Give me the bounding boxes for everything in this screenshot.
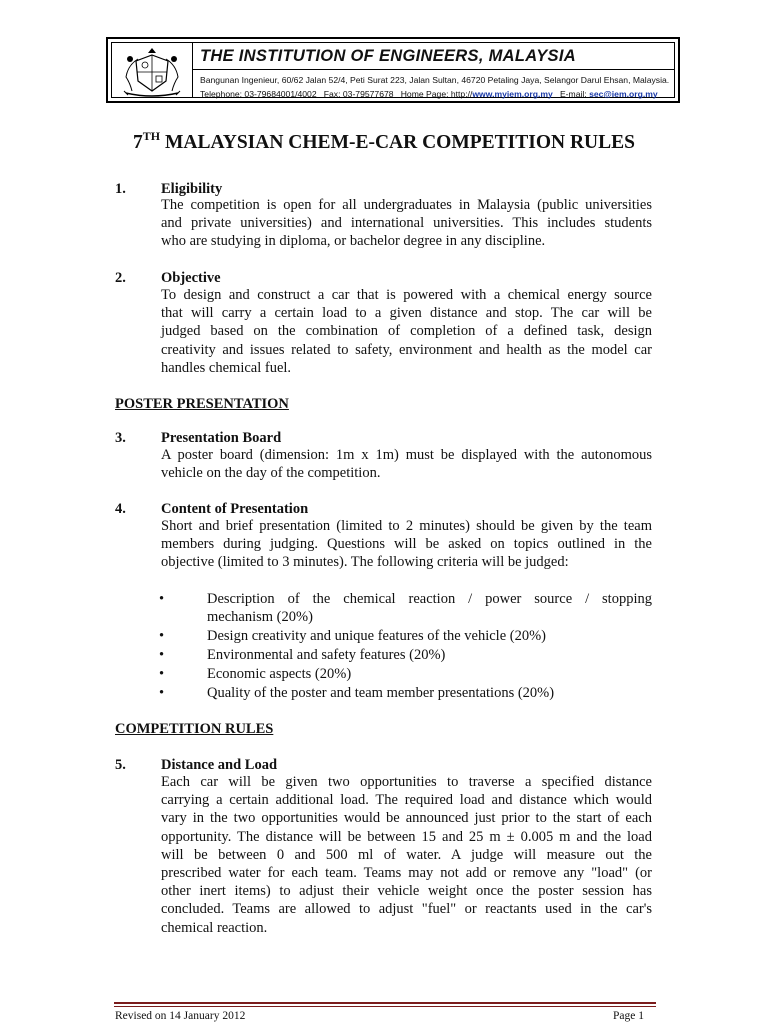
- text-line: who are studying in diploma, or bachelor degree in any discipline.: [161, 233, 546, 250]
- text-line: other inert items) to adjust their vehicle weight once the poster session has: [161, 883, 652, 900]
- text-line: Each car will be given two opportunities to traverse a specified distance: [161, 774, 652, 790]
- page-number: Page 1: [613, 1010, 644, 1022]
- text-line: Environmental and safety features (20%): [207, 647, 446, 663]
- title-ordinal: 7: [133, 132, 143, 153]
- homepage-label: Home Page: http://: [400, 89, 473, 99]
- text-line: judged based on the combination of completion of a defined task, design: [161, 323, 652, 340]
- bullet-marker: •: [159, 591, 165, 607]
- telephone: Telephone: 03-79684001/4002: [200, 89, 317, 99]
- bullet-marker: •: [159, 647, 165, 663]
- email-label: E-mail:: [559, 89, 587, 99]
- item-5-number: 5.: [115, 757, 126, 773]
- text-line: concluded. Teams are allowed to adjust "fuel" or reactants used in the car's: [161, 901, 652, 918]
- text-line: To design and construct a car that is powered with a chemical energy source: [161, 287, 652, 303]
- text-line: mechanism (20%): [207, 609, 313, 626]
- iem-crest-icon: [118, 47, 186, 99]
- text-line: and private universities) and international universities. This includes students: [161, 215, 652, 232]
- bullet-item: [207, 590, 652, 626]
- text-line: prescribed water for each team. Teams may not add or remove any "load" (or: [161, 865, 652, 882]
- text-line: vehicle on the day of the competition.: [161, 465, 381, 482]
- text-line: Description of the chemical reaction / power source / stopping: [207, 591, 652, 607]
- bullet-item: [207, 665, 652, 683]
- org-name: THE INSTITUTION OF ENGINEERS, MALAYSIA: [200, 47, 576, 65]
- title-text: MALAYSIAN CHEM-E-CAR COMPETITION RULES: [160, 132, 635, 153]
- bullet-marker: •: [159, 666, 165, 682]
- text-line: Economic aspects (20%): [207, 666, 352, 682]
- bullet-marker: •: [159, 685, 165, 701]
- footer-divider: [114, 1002, 656, 1004]
- item-4-body: [161, 517, 652, 572]
- logo-cell: [112, 43, 193, 97]
- text-line: carrying a certain additional load. The required load and distance which would: [161, 792, 652, 809]
- fax: Fax: 03-79577678: [323, 89, 394, 99]
- text-line: A poster board (dimension: 1m x 1m) must be displayed with the autonomous: [161, 447, 652, 463]
- email-link[interactable]: sec@iem.org.my: [589, 89, 658, 99]
- contact-line: [200, 89, 658, 99]
- item-3-title: Presentation Board: [161, 430, 282, 446]
- item-5-body: [161, 773, 652, 937]
- org-address: Bangunan Ingenieur, 60/62 Jalan 52/4, Peti Surat 223, Jalan Sultan, 46720 Petaling Jaya, Selangor Darul Ehsan, Malaysia.: [200, 75, 670, 85]
- item-1-number: 1.: [115, 181, 126, 197]
- letterhead-inner: [111, 42, 675, 98]
- text-line: chemical reaction.: [161, 919, 268, 936]
- text-line: Quality of the poster and team member presentations (20%): [207, 685, 555, 701]
- item-3-number: 3.: [115, 430, 126, 446]
- text-line: members during judging. Questions will be asked on topics outlined in the: [161, 536, 652, 553]
- item-4-title: Content of Presentation: [161, 501, 309, 517]
- item-4-number: 4.: [115, 501, 126, 517]
- item-1-body: [161, 196, 652, 251]
- revision-date: Revised on 14 January 2012: [115, 1010, 246, 1022]
- section-heading-competition: COMPETITION RULES: [115, 721, 274, 737]
- item-2-body: [161, 286, 652, 377]
- text-line: objective (limited to 3 minutes). The following criteria will be judged:: [161, 554, 569, 571]
- text-line: creativity and issues related to safety, environment and health as the model car: [161, 341, 652, 358]
- item-1-title: Eligibility: [161, 181, 223, 197]
- bullet-marker: •: [159, 628, 165, 644]
- text-line: Short and brief presentation (limited to 2 minutes) should be given by the team: [161, 518, 652, 534]
- footer-divider-thin: [114, 1006, 656, 1007]
- header-divider: [193, 69, 674, 70]
- homepage-link[interactable]: www.myiem.org.my: [472, 89, 553, 99]
- item-3-body: [161, 446, 652, 482]
- section-heading-poster: POSTER PRESENTATION: [115, 396, 289, 412]
- bullet-item: [207, 684, 652, 702]
- text-line: Design creativity and unique features of the vehicle (20%): [207, 628, 547, 644]
- letterhead: [106, 37, 680, 103]
- text-line: The competition is open for all undergraduates in Malaysia (public universities: [161, 197, 652, 213]
- item-5-title: Distance and Load: [161, 757, 278, 773]
- text-line: opportunity. The distance will be between 15 and 25 m ± 0.005 m and the load: [161, 828, 652, 845]
- title-superscript: TH: [142, 129, 161, 143]
- item-2-title: Objective: [161, 270, 221, 286]
- bullet-item: [207, 627, 652, 645]
- text-line: that will carry a certain load to a given distance and stop. The car will be: [161, 305, 652, 322]
- text-line: will be between 0 and 500 ml of water. A judge will measure out the: [161, 846, 652, 863]
- text-line: handles chemical fuel.: [161, 359, 292, 376]
- document-title: [0, 129, 768, 154]
- bullet-item: [207, 646, 652, 664]
- text-line: vary in the two opportunities would be announced just prior to the start of each: [161, 810, 652, 827]
- item-2-number: 2.: [115, 270, 126, 286]
